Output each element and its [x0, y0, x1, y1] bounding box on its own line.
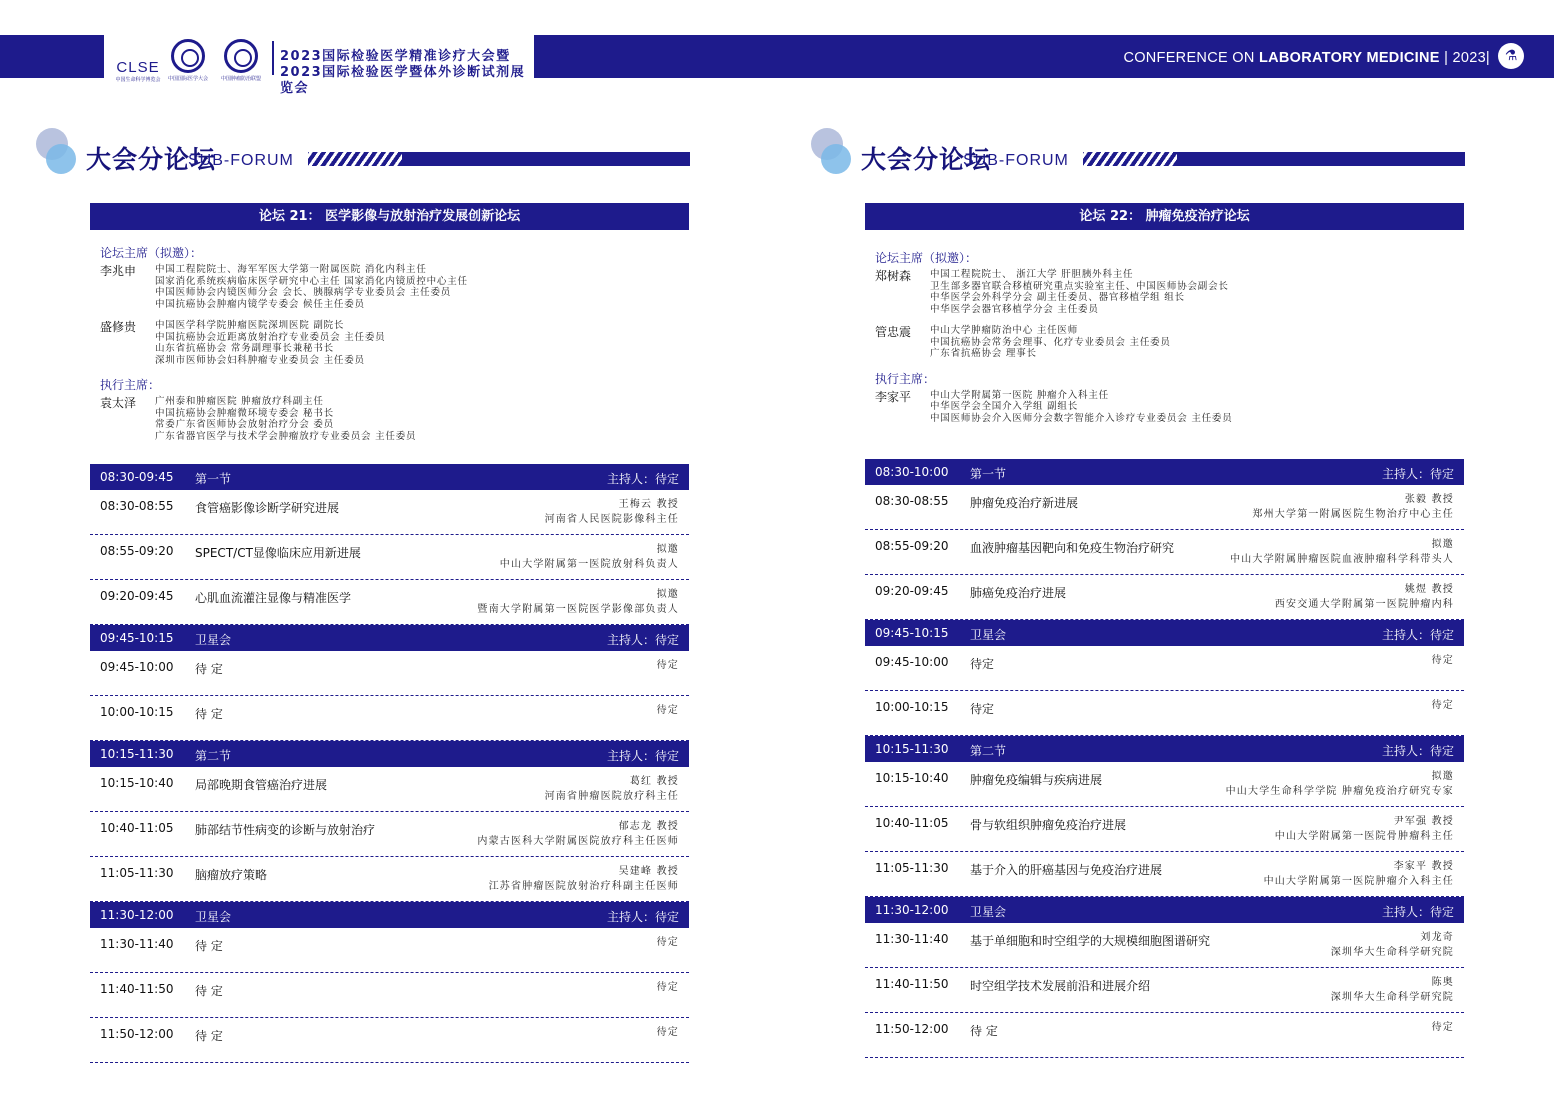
agenda-title: 肿瘤免疫编辑与疾病进展	[970, 773, 1103, 787]
speaker-name: 待定	[656, 1027, 679, 1038]
speaker-name: 拟邀	[656, 589, 679, 600]
session-name: 第一节	[970, 467, 1007, 481]
speaker-name: 待定	[1431, 700, 1454, 711]
agenda-speaker	[1226, 769, 1454, 799]
agenda-title: 血液肿瘤基因靶向和免疫生物治疗研究	[970, 541, 1175, 555]
agenda-row	[865, 807, 1464, 852]
chair-entry	[100, 320, 660, 366]
logo3-caption: 中国肿瘤防治联盟	[220, 76, 261, 82]
chair-title-line: 中国医师协会内镜医师分会 会长、胰腺病学专业委员会 主任委员	[155, 287, 452, 298]
agenda-speaker	[657, 980, 679, 995]
chair-titles	[155, 320, 385, 366]
speaker-affiliation: 中山大学附属第一医院放射科负责人	[499, 559, 679, 570]
chair-title-line: 中国抗癌协会肿瘤内镜学专委会 候任主任委员	[155, 298, 365, 310]
exec-chair-name: 袁太泽	[100, 396, 137, 410]
chair-titles	[930, 269, 1229, 315]
chair-title-line: 中华医学会外科学分会 副主任委员、器官移植学组 组长	[930, 292, 1185, 303]
agenda-speaker	[477, 587, 679, 617]
session-host: 主持人：待定	[1381, 628, 1454, 642]
session-host: 主持人：待定	[606, 910, 679, 924]
agenda-speaker	[1432, 653, 1454, 668]
session-host: 主持人：待定	[1381, 744, 1454, 758]
chair-title-line: 中国工程院院士、海军军医大学第一附属医院 消化内科主任	[155, 264, 427, 275]
agenda-time: 09:45-10:00	[875, 655, 949, 669]
section-title-en: SUB-FORUM	[963, 152, 1069, 169]
forum-title: 论坛 21： 医学影像与放射治疗发展创新论坛	[90, 203, 689, 230]
exec-chair-titles	[930, 390, 1233, 425]
agenda-time: 10:40-11:05	[100, 821, 174, 835]
chair-title-line: 中国抗癌协会近距离放射治疗专业委员会 主任委员	[155, 331, 386, 343]
speaker-name: 吴建峰 教授	[618, 866, 679, 877]
speaker-name: 拟邀	[1431, 771, 1454, 782]
schedule	[865, 459, 1464, 1058]
session-header	[865, 459, 1464, 485]
agenda-title: 待定	[970, 657, 995, 671]
session-time: 11:30-12:00	[875, 903, 949, 917]
title-bar	[1177, 152, 1465, 166]
agenda-speaker	[1230, 537, 1454, 567]
test-tube-icon: ⚗	[1498, 43, 1524, 69]
agenda-speaker	[477, 819, 679, 849]
agenda-title: 肿瘤免疫治疗新进展	[970, 496, 1079, 510]
speaker-affiliation: 西安交通大学附属第一医院肿瘤内科	[1274, 599, 1454, 610]
en-title-bold: LABORATORY MEDICINE	[1258, 50, 1440, 66]
speaker-affiliation: 河南省人民医院影像科主任	[544, 514, 679, 525]
agenda-time: 11:05-11:30	[100, 866, 174, 880]
agenda-time: 11:40-11:50	[875, 977, 949, 991]
chair-title-line: 中国抗癌协会常务会理事、化疗专业委员会 主任委员	[930, 336, 1171, 348]
agenda-title: 时空组学技术发展前沿和进展介绍	[970, 979, 1151, 993]
exec-chair-entry	[100, 396, 660, 442]
agenda-time: 08:30-08:55	[100, 499, 174, 513]
agenda-title: 脑瘤放疗策略	[195, 868, 268, 882]
chair-entry	[875, 269, 1435, 315]
agenda-title: 骨与软组织肿瘤免疫治疗进展	[970, 818, 1127, 832]
speaker-name: 待定	[656, 937, 679, 948]
agenda-title: 肺癌免疫治疗进展	[970, 586, 1067, 600]
chairs-section	[100, 240, 660, 452]
section-title-cn: 大会分论坛	[86, 145, 217, 174]
chair-title-line: 广东省抗癌协会 理事长	[930, 348, 1037, 359]
exec-chair-title-line: 广东省器官医学与技术学会肿瘤放疗专业委员会 主任委员	[155, 430, 417, 442]
agenda-row	[90, 490, 689, 535]
speaker-affiliation: 内蒙古医科大学附属医院放疗科主任医师	[477, 836, 679, 847]
agenda-speaker	[1252, 492, 1454, 522]
speaker-name: 拟邀	[656, 544, 679, 555]
agenda-speaker	[1275, 814, 1454, 844]
speaker-name: 刘龙奇	[1420, 932, 1454, 943]
session-header	[90, 625, 689, 651]
agenda-row	[90, 535, 689, 580]
agenda-row	[90, 1018, 689, 1063]
agenda-time: 11:50-12:00	[875, 1022, 949, 1036]
agenda-time: 10:15-10:40	[100, 776, 174, 790]
session-name: 卫星会	[970, 905, 1007, 919]
agenda-title: SPECT/CT显像临床应用新进展	[195, 546, 361, 560]
speaker-name: 尹军强 教授	[1393, 816, 1454, 827]
session-time: 10:15-11:30	[875, 742, 949, 756]
speaker-name: 陈奥	[1431, 977, 1454, 988]
agenda-speaker	[1331, 930, 1454, 960]
speaker-name: 葛红 教授	[629, 776, 679, 787]
chair-title-line: 中山大学肿瘤防治中心 主任医师	[930, 325, 1079, 336]
session-time: 09:45-10:15	[875, 626, 949, 640]
header-left-bar	[0, 35, 104, 78]
speaker-name: 拟邀	[1431, 539, 1454, 550]
agenda-title: 待 定	[195, 984, 223, 998]
speaker-affiliation: 郑州大学第一附属医院生物治疗中心主任	[1252, 509, 1454, 520]
agenda-title: 基于单细胞和时空组学的大规模细胞图谱研究	[970, 934, 1211, 948]
title-bar	[402, 152, 690, 166]
session-header	[90, 464, 689, 490]
chair-name: 郑树森	[875, 269, 912, 283]
speaker-affiliation: 中山大学生命科学学院 肿瘤免疫治疗研究专家	[1225, 786, 1454, 797]
agenda-title: 基于介入的肝癌基因与免疫治疗进展	[970, 863, 1163, 877]
agenda-title: 心肌血流灌注显像与精准医学	[195, 591, 352, 605]
chairs-label: 论坛主席（拟邀）：	[100, 246, 203, 260]
speaker-affiliation: 河南省肿瘤医院放疗科主任	[544, 791, 679, 802]
agenda-row	[865, 1013, 1464, 1058]
session-time: 08:30-10:00	[875, 465, 949, 479]
stripe-decoration	[308, 152, 402, 166]
chairs-label: 论坛主席（拟邀）：	[875, 251, 978, 265]
exec-chair-title-line: 中国抗癌协会肿瘤微环境专委会 秘书长	[155, 407, 334, 419]
chair-name: 李兆申	[100, 264, 137, 278]
bubble-icon	[821, 144, 851, 174]
agenda-speaker	[545, 774, 679, 804]
agenda-row	[90, 973, 689, 1018]
exec-chair-label: 执行主席：	[100, 378, 161, 392]
speaker-name: 李家平 教授	[1393, 861, 1454, 872]
agenda-time: 11:50-12:00	[100, 1027, 174, 1041]
stripe-decoration	[1083, 152, 1177, 166]
agenda-speaker	[545, 497, 679, 527]
exec-chair-titles	[155, 396, 416, 442]
agenda-row	[865, 575, 1464, 620]
agenda-title: 待 定	[195, 1029, 223, 1043]
speaker-affiliation: 深圳华大生命科学研究院	[1330, 992, 1454, 1003]
agenda-row	[90, 812, 689, 857]
section-title	[811, 128, 1465, 178]
session-name: 卫星会	[195, 910, 232, 924]
speaker-name: 待定	[1431, 655, 1454, 666]
session-host: 主持人：待定	[606, 749, 679, 763]
session-host: 主持人：待定	[1381, 905, 1454, 919]
session-header	[865, 620, 1464, 646]
chair-title-line: 山东省抗癌协会 常务副理事长兼秘书长	[155, 343, 334, 354]
speaker-name: 待定	[656, 705, 679, 716]
agenda-row	[865, 762, 1464, 807]
chair-title-line: 深圳市医师协会妇科肿瘤专业委员会 主任委员	[155, 354, 365, 366]
agenda-time: 11:30-11:40	[875, 932, 949, 946]
speaker-affiliation: 深圳华大生命科学研究院	[1330, 947, 1454, 958]
agenda-title: 肺部结节性病变的诊断与放射治疗	[195, 823, 376, 837]
agenda-time: 10:15-10:40	[875, 771, 949, 785]
exec-chair-title-line: 中华医学会全国介入学组 副组长	[930, 401, 1079, 412]
speaker-name: 王梅云 教授	[618, 499, 679, 510]
chair-titles	[930, 325, 1171, 360]
section-title-en: SUB-FORUM	[188, 152, 294, 169]
agenda-speaker	[1331, 975, 1454, 1005]
speaker-name: 待定	[656, 660, 679, 671]
agenda-time: 11:05-11:30	[875, 861, 949, 875]
agenda-row	[90, 857, 689, 902]
session-header	[90, 902, 689, 928]
agenda-time: 10:40-11:05	[875, 816, 949, 830]
agenda-row	[90, 767, 689, 812]
agenda-row	[90, 928, 689, 973]
session-time: 08:30-09:45	[100, 470, 174, 484]
agenda-speaker	[1275, 582, 1454, 612]
agenda-time: 09:20-09:45	[875, 584, 949, 598]
bubble-icon	[46, 144, 76, 174]
session-host: 主持人：待定	[606, 472, 679, 486]
session-name: 卫星会	[970, 628, 1007, 642]
chair-title-line: 中国工程院院士、 浙江大学 肝胆胰外科主任	[930, 269, 1134, 280]
speaker-affiliation: 中山大学附属肿瘤医院血液肿瘤科学科带头人	[1230, 554, 1454, 565]
agenda-speaker	[657, 1025, 679, 1040]
speaker-name: 张毅 教授	[1404, 494, 1454, 505]
agenda-time: 10:00-10:15	[100, 705, 174, 719]
session-time: 10:15-11:30	[100, 747, 174, 761]
chair-title-line: 中华医学会器官移植学分会 主任委员	[930, 303, 1099, 315]
agenda-row	[90, 696, 689, 741]
agenda-row	[90, 651, 689, 696]
chair-name: 盛修贵	[100, 320, 137, 334]
exec-chair-title-line: 广州泰和肿瘤医院 肿瘤放疗科副主任	[155, 396, 324, 407]
forum-title: 论坛 22： 肿瘤免疫治疗论坛	[865, 203, 1464, 230]
session-host: 主持人：待定	[1381, 467, 1454, 481]
agenda-time: 09:45-10:00	[100, 660, 174, 674]
agenda-row	[865, 485, 1464, 530]
agenda-time: 08:55-09:20	[875, 539, 949, 553]
agenda-row	[865, 691, 1464, 736]
schedule	[90, 464, 689, 1063]
agenda-speaker	[500, 542, 679, 572]
agenda-title: 待 定	[195, 662, 223, 676]
agenda-title: 待 定	[970, 1024, 998, 1038]
speaker-name: 待定	[656, 982, 679, 993]
agenda-time: 08:55-09:20	[100, 544, 174, 558]
agenda-row	[865, 646, 1464, 691]
speaker-affiliation: 江苏省肿瘤医院放射治疗科副主任医师	[488, 881, 679, 892]
chairs-section	[875, 245, 1435, 434]
agenda-row	[865, 968, 1464, 1013]
agenda-time: 11:40-11:50	[100, 982, 174, 996]
page-left	[86, 0, 690, 1102]
agenda-time: 10:00-10:15	[875, 700, 949, 714]
exec-chair-entry	[875, 390, 1435, 425]
chair-entry	[875, 325, 1435, 360]
agenda-speaker	[1264, 859, 1454, 889]
en-title-post: | 2023|	[1439, 50, 1490, 66]
exec-chair-label: 执行主席：	[875, 371, 936, 386]
chair-entry	[100, 264, 660, 310]
session-name: 卫星会	[195, 633, 232, 647]
section-title-cn: 大会分论坛	[861, 145, 992, 174]
agenda-speaker	[657, 935, 679, 950]
agenda-speaker	[657, 658, 679, 673]
session-header	[865, 736, 1464, 762]
session-name: 第二节	[970, 744, 1007, 758]
speaker-name: 姚煜 教授	[1404, 584, 1454, 595]
section-title	[36, 128, 690, 178]
agenda-title: 待 定	[195, 707, 223, 721]
session-name: 第二节	[195, 749, 232, 763]
agenda-title: 局部晚期食管癌治疗进展	[195, 778, 328, 792]
agenda-row	[865, 852, 1464, 897]
chair-title-line: 国家消化系统疾病临床医学研究中心主任 国家消化内镜质控中心主任	[155, 275, 468, 287]
session-header	[865, 897, 1464, 923]
session-name: 第一节	[195, 472, 232, 486]
speaker-affiliation: 暨南大学附属第一医院医学影像部负责人	[477, 604, 679, 615]
speaker-affiliation: 中山大学附属第一医院骨肿瘤科主任	[1274, 831, 1454, 842]
agenda-row	[865, 923, 1464, 968]
agenda-row	[865, 530, 1464, 575]
exec-chair-title-line: 中山大学附属第一医院 肿瘤介入科主任	[930, 389, 1109, 401]
page-right	[861, 0, 1465, 1102]
speaker-name: 待定	[1431, 1022, 1454, 1033]
clse-logo-text: CLSE	[116, 59, 160, 76]
agenda-speaker	[489, 864, 679, 894]
exec-chair-title-line: 中国医师协会介入医师分会数字智能介入诊疗专业委员会 主任委员	[930, 412, 1233, 424]
agenda-title: 食管癌影像诊断学研究进展	[195, 501, 340, 515]
chair-name: 管忠震	[875, 325, 912, 339]
agenda-speaker	[1432, 698, 1454, 713]
agenda-time: 09:20-09:45	[100, 589, 174, 603]
clse-logo-caption: 中国生命科学博览会	[115, 77, 161, 83]
session-host: 主持人：待定	[606, 633, 679, 647]
exec-chair-title-line: 常委广东省医师协会放射治疗分会 委员	[155, 419, 334, 430]
speaker-affiliation: 中山大学附属第一医院肿瘤介入科主任	[1263, 876, 1454, 887]
chair-title-line: 卫生部多器官联合移植研究重点实验室主任、中国医师协会副会长	[930, 280, 1229, 292]
agenda-title: 待 定	[195, 939, 223, 953]
speaker-name: 郁志龙 教授	[618, 821, 679, 832]
exec-chair-name: 李家平	[875, 389, 912, 404]
agenda-speaker	[1432, 1020, 1454, 1035]
session-time: 11:30-12:00	[100, 908, 174, 922]
conference-title-line2: 2023国际检验医学暨体外诊断试剂展览会	[280, 65, 526, 96]
conference-title-line1: 2023国际检验医学精准诊疗大会暨	[280, 49, 511, 64]
en-title-pre: CONFERENCE ON	[1123, 50, 1259, 66]
chair-titles	[155, 264, 468, 310]
session-time: 09:45-10:15	[100, 631, 174, 645]
logo2-caption: 中国国际医学大会	[168, 76, 209, 82]
chair-title-line: 中国医学科学院肿瘤医院深圳医院 副院长	[155, 320, 345, 331]
agenda-time: 08:30-08:55	[875, 494, 949, 508]
agenda-row	[90, 580, 689, 625]
agenda-speaker	[657, 703, 679, 718]
agenda-time: 11:30-11:40	[100, 937, 174, 951]
agenda-title: 待定	[970, 702, 995, 716]
session-header	[90, 741, 689, 767]
